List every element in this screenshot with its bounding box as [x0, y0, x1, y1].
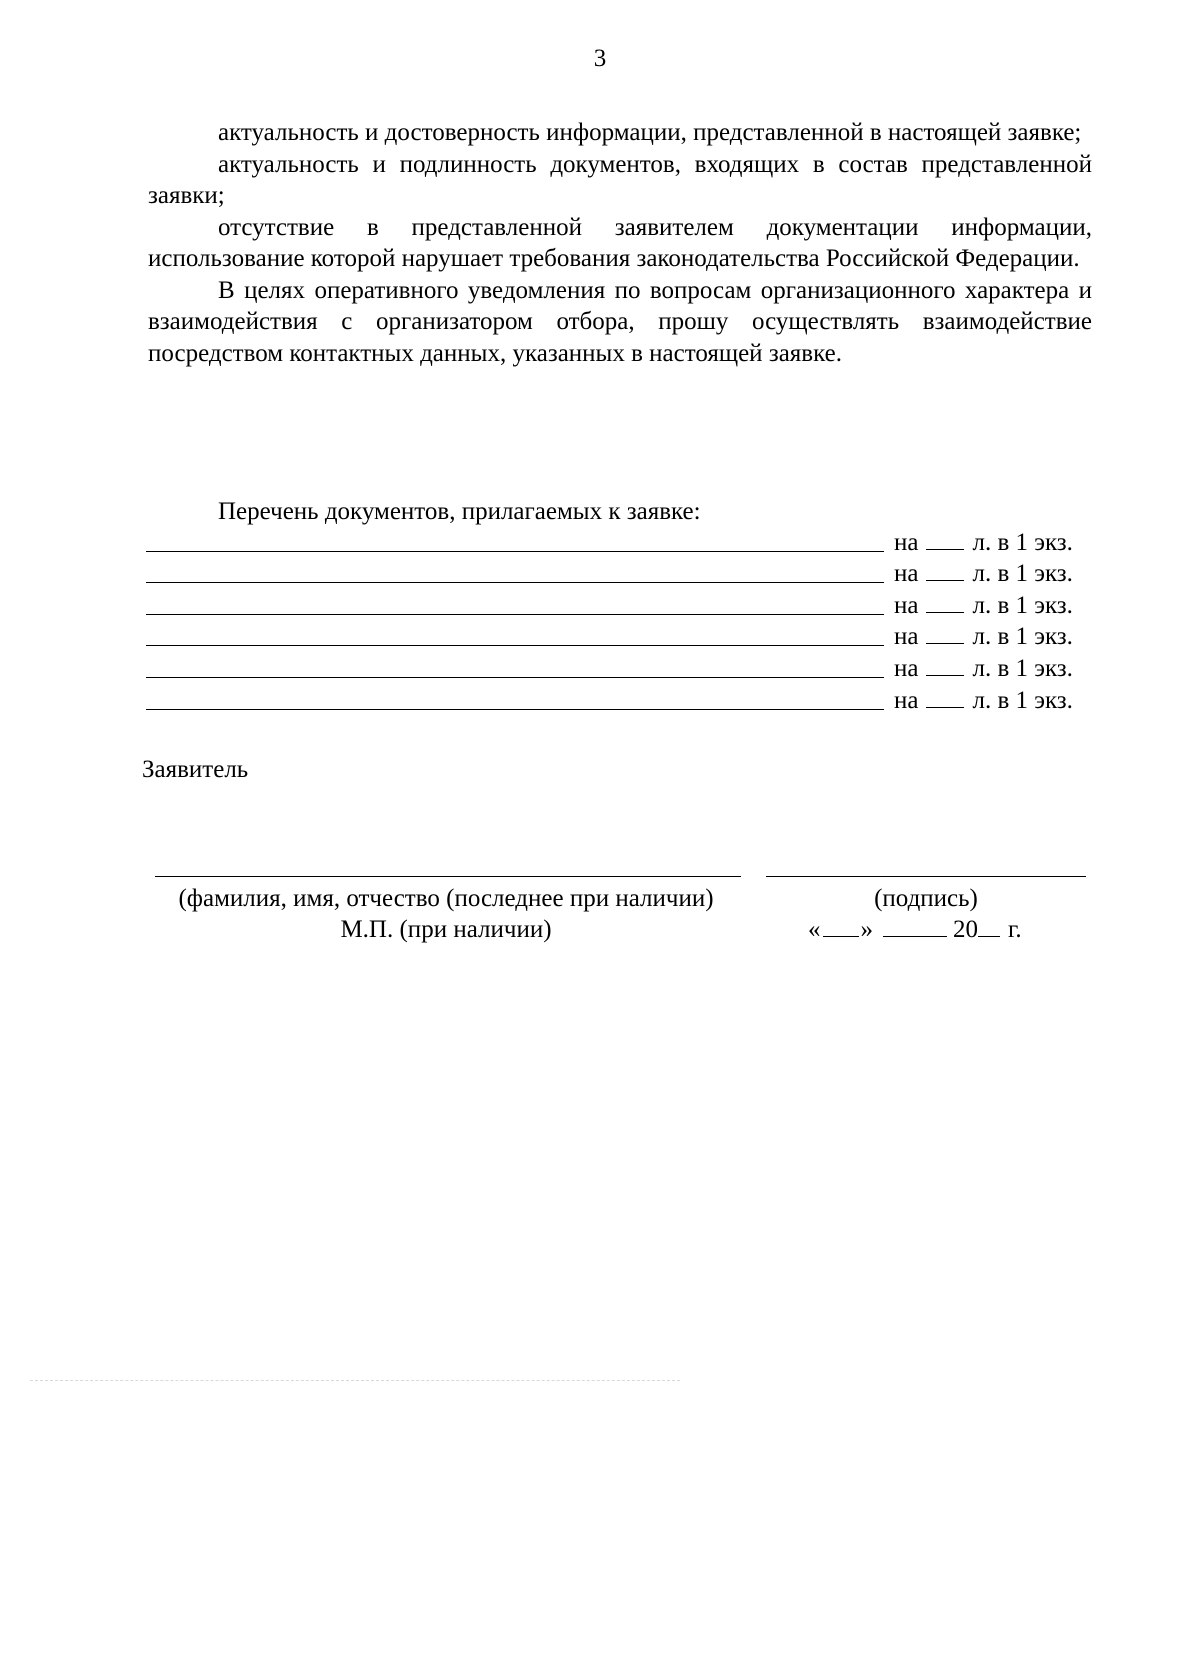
- document-row: [146, 683, 1092, 715]
- scan-artifact-divider: [30, 1380, 680, 1381]
- documents-list: [146, 525, 1092, 715]
- pages-count-blank[interactable]: [926, 612, 964, 613]
- date-open-quote: «: [808, 916, 821, 943]
- signature-line[interactable]: [766, 876, 1086, 877]
- pages-count-blank[interactable]: [926, 643, 964, 644]
- date-year-suffix: г.: [1008, 916, 1022, 943]
- pages-count-blank[interactable]: [926, 549, 964, 550]
- name-caption: (фамилия, имя, отчество (последнее при наличии): [178, 885, 714, 912]
- paragraph-contact: В целях оперативного уведомления по вопросам организационного характера и взаимодействия с организатором отбора, прошу осуществлять взаимодействие посредством контактных данных, указанных в настоящей заявке.: [148, 276, 1092, 367]
- document-pages: [894, 592, 1073, 620]
- pages-count-blank[interactable]: [926, 675, 964, 676]
- document-pages: [894, 529, 1073, 557]
- document-name-blank[interactable]: [146, 677, 884, 678]
- document-name-blank[interactable]: [146, 614, 884, 615]
- pages-prefix: на: [894, 560, 919, 588]
- pages-suffix: л. в 1 экз.: [972, 623, 1073, 651]
- pages-count-blank[interactable]: [926, 580, 964, 581]
- stamp-caption: М.П. (при наличии): [340, 916, 552, 943]
- paragraph-authenticity: актуальность и подлинность документов, входящих в состав представленной заявки;: [148, 150, 1092, 209]
- document-row: [146, 525, 1092, 557]
- date-month-blank[interactable]: [883, 936, 947, 937]
- signature-caption: (подпись): [874, 885, 978, 912]
- pages-suffix: л. в 1 экз.: [972, 560, 1073, 588]
- pages-suffix: л. в 1 экз.: [972, 654, 1073, 682]
- document-pages: [894, 687, 1073, 715]
- document-name-blank[interactable]: [146, 582, 884, 583]
- document-name-blank[interactable]: [146, 709, 884, 710]
- document-pages: [894, 655, 1073, 683]
- date-day-blank[interactable]: [823, 936, 859, 937]
- applicant-label: Заявитель: [142, 756, 249, 783]
- pages-suffix: л. в 1 экз.: [972, 591, 1073, 619]
- document-pages: [894, 623, 1073, 651]
- document-name-blank[interactable]: [146, 551, 884, 552]
- pages-prefix: на: [894, 623, 919, 651]
- pages-prefix: на: [894, 686, 919, 714]
- document-row: [146, 557, 1092, 589]
- page-number: 3: [593, 45, 607, 72]
- paragraph-relevance: актуальность и достоверность информации, представленной в настоящей заявке;: [218, 119, 1082, 146]
- pages-prefix: на: [894, 591, 919, 619]
- pages-prefix: на: [894, 528, 919, 556]
- pages-suffix: л. в 1 экз.: [972, 686, 1073, 714]
- documents-list-title: Перечень документов, прилагаемых к заявке:: [218, 498, 701, 525]
- pages-prefix: на: [894, 654, 919, 682]
- document-pages: [894, 560, 1073, 588]
- pages-count-blank[interactable]: [926, 707, 964, 708]
- date-year-blank[interactable]: [978, 936, 1000, 937]
- paragraph-compliance: отсутствие в представленной заявителем документации информации, использование которой нарушает требования законодательства Российской Федерации.: [148, 213, 1092, 272]
- date-field: [808, 914, 1022, 945]
- document-name-blank[interactable]: [146, 645, 884, 646]
- body-text: [148, 117, 1092, 369]
- name-signature-line[interactable]: [155, 876, 741, 877]
- document-row: [146, 588, 1092, 620]
- document-row: [146, 651, 1092, 683]
- date-close-quote: »: [860, 916, 873, 943]
- date-century: 20: [953, 916, 978, 943]
- document-row: [146, 620, 1092, 652]
- pages-suffix: л. в 1 экз.: [972, 528, 1073, 556]
